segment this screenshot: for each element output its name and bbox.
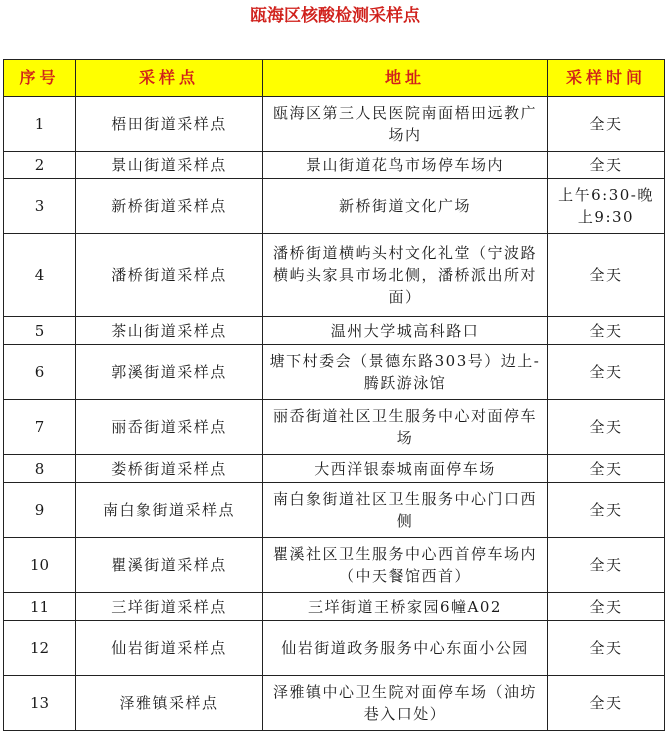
row-number: 8 xyxy=(4,455,76,483)
sampling-time: 全天 xyxy=(548,483,665,538)
row-number: 13 xyxy=(4,676,76,731)
row-number: 6 xyxy=(4,345,76,400)
site-name: 泽雅镇采样点 xyxy=(76,676,263,731)
site-name: 三垟街道采样点 xyxy=(76,593,263,621)
sampling-time: 全天 xyxy=(548,152,665,179)
site-address: 丽岙街道社区卫生服务中心对面停车场 xyxy=(263,400,548,455)
site-address: 潘桥街道横屿头村文化礼堂（宁波路横屿头家具市场北侧，潘桥派出所对面） xyxy=(263,234,548,317)
row-number: 5 xyxy=(4,317,76,345)
table-row xyxy=(4,621,665,676)
site-address: 仙岩街道政务服务中心东面小公园 xyxy=(263,621,548,676)
table-row xyxy=(4,676,665,731)
sampling-time: 全天 xyxy=(548,455,665,483)
site-name: 郭溪街道采样点 xyxy=(76,345,263,400)
table-row xyxy=(4,538,665,593)
site-address: 大西洋银泰城南面停车场 xyxy=(263,455,548,483)
sampling-time: 上午6:30-晚上9:30 xyxy=(548,179,665,234)
site-address: 新桥街道文化广场 xyxy=(263,179,548,234)
site-address: 景山街道花鸟市场停车场内 xyxy=(263,152,548,179)
table-row xyxy=(4,152,665,179)
table-row xyxy=(4,593,665,621)
row-number: 12 xyxy=(4,621,76,676)
row-number: 3 xyxy=(4,179,76,234)
sampling-time: 全天 xyxy=(548,317,665,345)
site-address: 三垟街道王桥家园6幢A02 xyxy=(263,593,548,621)
table-row xyxy=(4,455,665,483)
site-name: 景山街道采样点 xyxy=(76,152,263,179)
sampling-time: 全天 xyxy=(548,97,665,152)
row-number: 2 xyxy=(4,152,76,179)
sampling-time: 全天 xyxy=(548,676,665,731)
table-row xyxy=(4,179,665,234)
header-time: 采样时间 xyxy=(548,60,665,97)
site-name: 丽岙街道采样点 xyxy=(76,400,263,455)
site-name: 娄桥街道采样点 xyxy=(76,455,263,483)
header-site: 采样点 xyxy=(76,60,263,97)
row-number: 4 xyxy=(4,234,76,317)
site-name: 瞿溪街道采样点 xyxy=(76,538,263,593)
row-number: 11 xyxy=(4,593,76,621)
table-row xyxy=(4,345,665,400)
sampling-time: 全天 xyxy=(548,234,665,317)
row-number: 10 xyxy=(4,538,76,593)
site-name: 新桥街道采样点 xyxy=(76,179,263,234)
sampling-time: 全天 xyxy=(548,538,665,593)
site-address: 瞿溪社区卫生服务中心西首停车场内（中天餐馆西首） xyxy=(263,538,548,593)
site-address: 塘下村委会（景德东路303号）边上-腾跃游泳馆 xyxy=(263,345,548,400)
sampling-time: 全天 xyxy=(548,621,665,676)
header-no: 序号 xyxy=(4,60,76,97)
site-name: 梧田街道采样点 xyxy=(76,97,263,152)
table-row xyxy=(4,97,665,152)
site-address: 温州大学城高科路口 xyxy=(263,317,548,345)
site-name: 潘桥街道采样点 xyxy=(76,234,263,317)
page-title: 瓯海区核酸检测采样点 xyxy=(250,6,420,26)
site-address: 南白象街道社区卫生服务中心门口西侧 xyxy=(263,483,548,538)
row-number: 1 xyxy=(4,97,76,152)
site-name: 仙岩街道采样点 xyxy=(76,621,263,676)
row-number: 7 xyxy=(4,400,76,455)
site-address: 瓯海区第三人民医院南面梧田远教广场内 xyxy=(263,97,548,152)
header-address: 地址 xyxy=(263,60,548,97)
table-row xyxy=(4,400,665,455)
table-row xyxy=(4,483,665,538)
row-number: 9 xyxy=(4,483,76,538)
site-name: 茶山街道采样点 xyxy=(76,317,263,345)
site-name: 南白象街道采样点 xyxy=(76,483,263,538)
table-row xyxy=(4,317,665,345)
table-row xyxy=(4,234,665,317)
sampling-time: 全天 xyxy=(548,400,665,455)
site-address: 泽雅镇中心卫生院对面停车场（油坊巷入口处） xyxy=(263,676,548,731)
sampling-time: 全天 xyxy=(548,345,665,400)
header-row xyxy=(4,60,665,97)
sampling-sites-table xyxy=(3,59,665,731)
sampling-time: 全天 xyxy=(548,593,665,621)
